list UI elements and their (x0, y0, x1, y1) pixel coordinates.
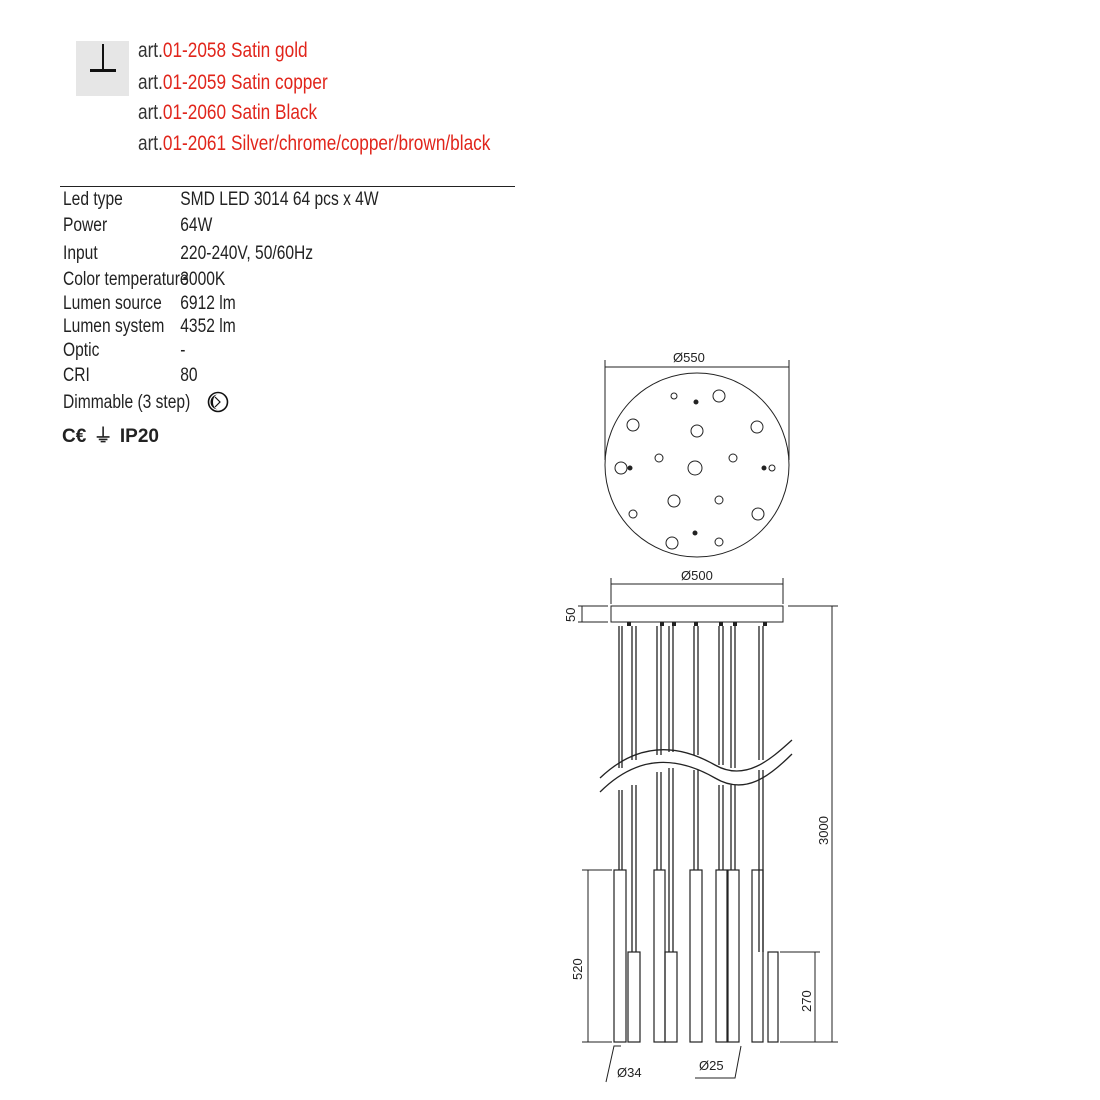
spec-label: Color temperature (63, 269, 189, 290)
article-code: 01-2061 (162, 132, 227, 155)
spec-value: 4352 lm (180, 316, 236, 337)
dimension-label: 270 (799, 990, 814, 1012)
spec-label: CRI (63, 365, 90, 386)
article-code: 01-2060 (162, 101, 227, 124)
spec-value: - (180, 340, 186, 361)
dimension-label: 50 (563, 607, 578, 622)
pendant-lamp-icon (76, 41, 129, 96)
spec-row (63, 214, 489, 238)
dimension-label: Ø500 (681, 568, 713, 583)
article-prefix: art. (138, 101, 163, 124)
canopy-holes (615, 390, 775, 549)
dimension-label: Ø25 (699, 1058, 724, 1073)
article-line (138, 100, 317, 126)
ip-rating-badge: IP20 (119, 426, 159, 447)
article-line (138, 38, 308, 64)
spec-label: Optic (63, 340, 100, 361)
spec-row (63, 315, 489, 339)
spec-value: 3000K (180, 269, 226, 290)
ground-symbol-icon: ⏚ (93, 426, 113, 447)
spec-row (63, 242, 489, 266)
dimension-label: 3000 (816, 816, 831, 845)
spec-value: 64W (180, 215, 213, 236)
article-finish: Satin copper (231, 71, 328, 94)
short-tubes (628, 952, 778, 1042)
spec-value: 80 (180, 365, 198, 386)
spec-row (63, 391, 489, 415)
article-finish: Satin gold (231, 39, 308, 62)
article-prefix: art. (138, 132, 163, 155)
spec-label: Power (63, 215, 108, 236)
technical-drawing (540, 330, 860, 1090)
spec-value: 220-240V, 50/60Hz (180, 243, 314, 264)
article-prefix: art. (138, 71, 163, 94)
spec-row (63, 268, 489, 292)
spec-row (63, 339, 489, 363)
article-finish: Silver/chrome/copper/brown/black (231, 132, 491, 155)
spec-label: Lumen source (63, 293, 162, 314)
certification-marks (62, 426, 161, 448)
dimension-label: 520 (570, 958, 585, 980)
article-finish: Satin Black (231, 101, 318, 124)
spec-row (63, 292, 489, 316)
canopy-plate (611, 606, 783, 622)
article-line (138, 70, 328, 96)
section-divider (60, 186, 515, 187)
dimmer-icon (207, 391, 229, 413)
spec-label: Input (63, 243, 98, 264)
dimension-label: Ø550 (673, 350, 705, 365)
spec-value: 6912 lm (180, 293, 236, 314)
article-code: 01-2058 (162, 39, 227, 62)
spec-label: Dimmable (3 step) (63, 392, 191, 413)
dimension-label: Ø34 (617, 1065, 642, 1080)
spec-value: SMD LED 3014 64 pcs x 4W (180, 189, 379, 210)
spec-row (63, 188, 489, 212)
article-line (138, 131, 490, 157)
article-code: 01-2059 (162, 71, 227, 94)
suspension-cables (619, 626, 763, 768)
spec-label: Led type (63, 189, 123, 210)
spec-label: Lumen system (63, 316, 165, 337)
ce-mark-icon: C€ (62, 426, 87, 447)
spec-row (63, 364, 489, 388)
article-prefix: art. (138, 39, 163, 62)
